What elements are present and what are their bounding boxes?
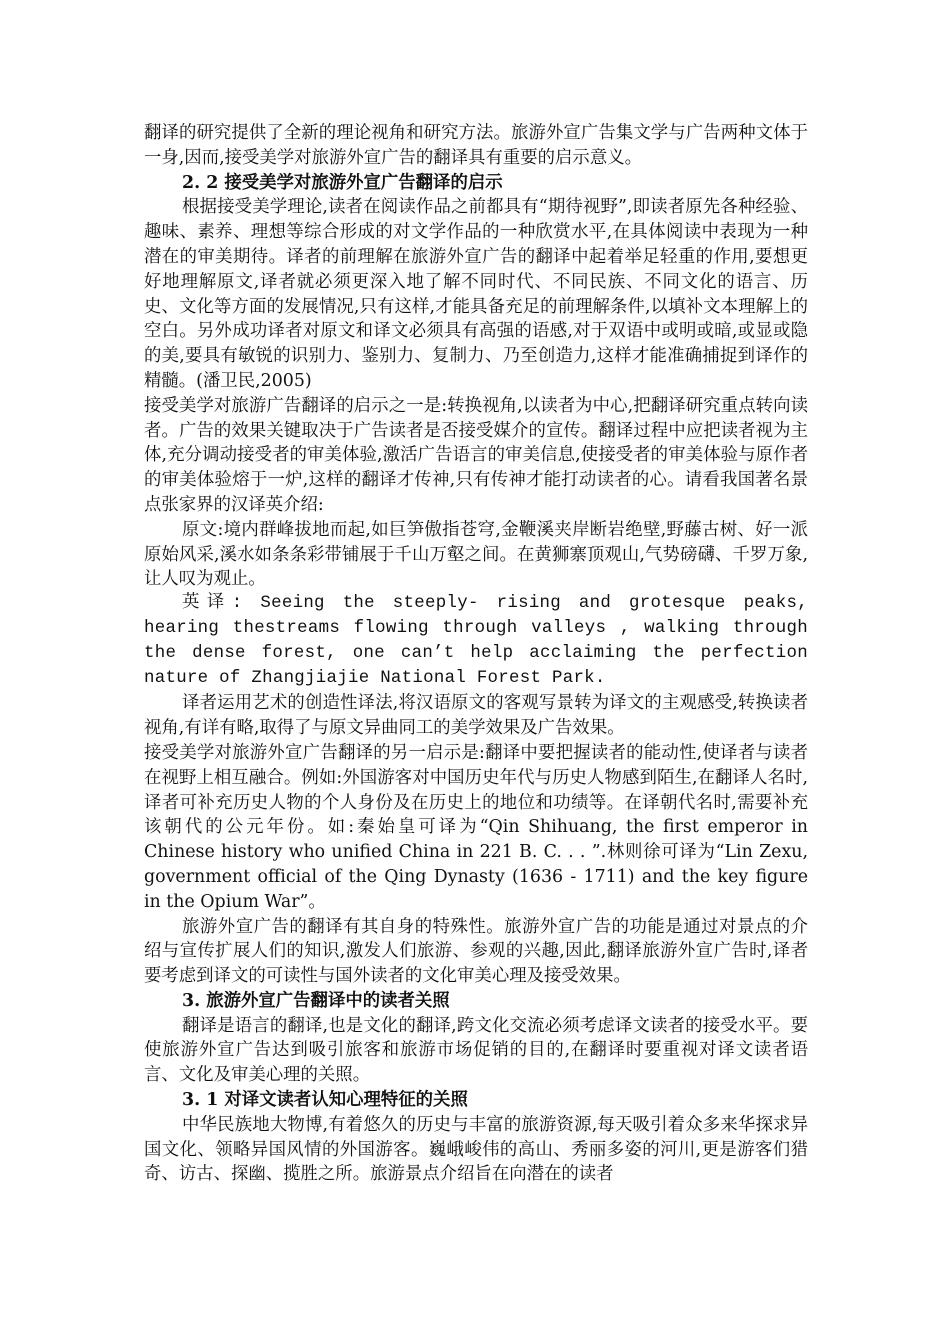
paragraph-reader-centered: 接受美学对旅游广告翻译的启示之一是:转换视角,以读者为中心,把翻译研究重点转向读者。广告的效果关键取决于广告读者是否接受媒介的宣传。翻译过程中应把读者视为主体,充分调动接受者的审美体验,激活广告语言的审美信息,使接受者的审美体验与原作者的审美体验熔于一炉,这样的翻译才传神,只有传神才能打动读者的心。请看我国著名景点张家界的汉译英介绍: [144,395,808,515]
paragraph-english-translation: 英译: Seeing the steeply- rising and grotesque peaks, hearing thestreams flowing through valleys , walking through the dense forest, one can’t help acclaiming the perfection nature of Zhangjiajie National Forest Park. [144,594,808,688]
paragraph-particularity: 旅游外宣广告的翻译有其自身的特殊性。旅游外宣广告的功能是通过对景点的介绍与宣传扩展人们的知识,激发人们旅游、参观的兴趣,因此,翻译旅游外宣广告时,译者要考虑到译文的可读性与国外读者的文化审美心理及接受效果。 [144,916,808,987]
section-heading-3-1: 3. 1 对译文读者认知心理特征的关照 [182,1090,468,1111]
section-heading-3: 3. 旅游外宣广告翻译中的读者关照 [182,990,450,1011]
paragraph-translation-comment: 译者运用艺术的创造性译法,将汉语原文的客观写景转为译文的主观感受,转换读者视角,有详有略,取得了与原文异曲同工的美学效果及广告效果。 [144,693,808,739]
paragraph-intro: 翻译的研究提供了全新的理论视角和研究方法。旅游外宣广告集文学与广告两种文体于一身,因而,接受美学对旅游外宣广告的翻译具有重要的启示意义。 [144,123,808,168]
paragraph-horizon-expectation: 根据接受美学理论,读者在阅读作品之前都具有“期待视野”,即读者原先各种经验、趣味、素养、理想等综合形成的对文学作品的一种欣赏水平,在具体阅读中表现为一种潜在的审美期待。译者的前理解在旅游外宣广告的翻译中起着举足轻重的作用,要想更好地理解原文,译者就必须更深入地了解不同时代、不同民族、不同文化的语言、历史、文化等方面的发展情况,只有这样,才能具备充足的前理解条件,以填补文本理解上的空白。另外成功译者对原文和译文必须具有高强的语感,对于双语中或明或暗,或显或隐的美,要具有敏锐的识别力、鉴别力、复制力、乃至创造力,这样才能准确捕捉到译作的精髓。(潘卫民,2005) [144,197,808,391]
document-page [144,121,808,1187]
paragraph-source-text: 原文:境内群峰拔地而起,如巨笋傲指苍穹,金鞭溪夹岸断岩绝壁,野藤古树、好一派原始风采,溪水如条条彩带铺展于千山万壑之间。在黄狮寨顶观山,气势磅礴、千罗万象,让人叹为观止。 [144,519,808,590]
section-heading-2-2: 2. 2 接受美学对旅游外宣广告翻译的启示 [182,172,503,193]
paragraph-tourism-resources: 中华民族地大物博,有着悠久的历史与丰富的旅游资源,每天吸引着众多来华探求异国文化、领略异国风情的外国游客。巍峨峻伟的高山、秀丽多姿的河川,更是游客们猎奇、访古、探幽、揽胜之所。旅游景点介绍旨在向潜在的读者 [144,1114,808,1185]
paragraph-reader-initiative: 接受美学对旅游外宣广告翻译的另一启示是:翻译中要把握读者的能动性,使译者与读者在视野上相互融合。例如:外国游客对中国历史年代与历史人物感到陌生,在翻译人名时,译者可补充历史人物的个人身份及在历史上的地位和功绩等。在译朝代名时,需要补充该朝代的公元年份。如:秦始皇可译为“Qin Shihuang, the first emperor in Chinese history who unified China in 221 B. C. . . ”.林则徐可译为“Lin Zexu, government official of the Qing Dynasty (1636 - 1711) and the key figure in the Opium War”。 [144,742,808,912]
paragraph-cultural-translation: 翻译是语言的翻译,也是文化的翻译,跨文化交流必须考虑译文读者的接受水平。要使旅游外宣广告达到吸引旅客和旅游市场促销的目的,在翻译时要重视对译文读者语言、文化及审美心理的关照。 [144,1015,808,1086]
